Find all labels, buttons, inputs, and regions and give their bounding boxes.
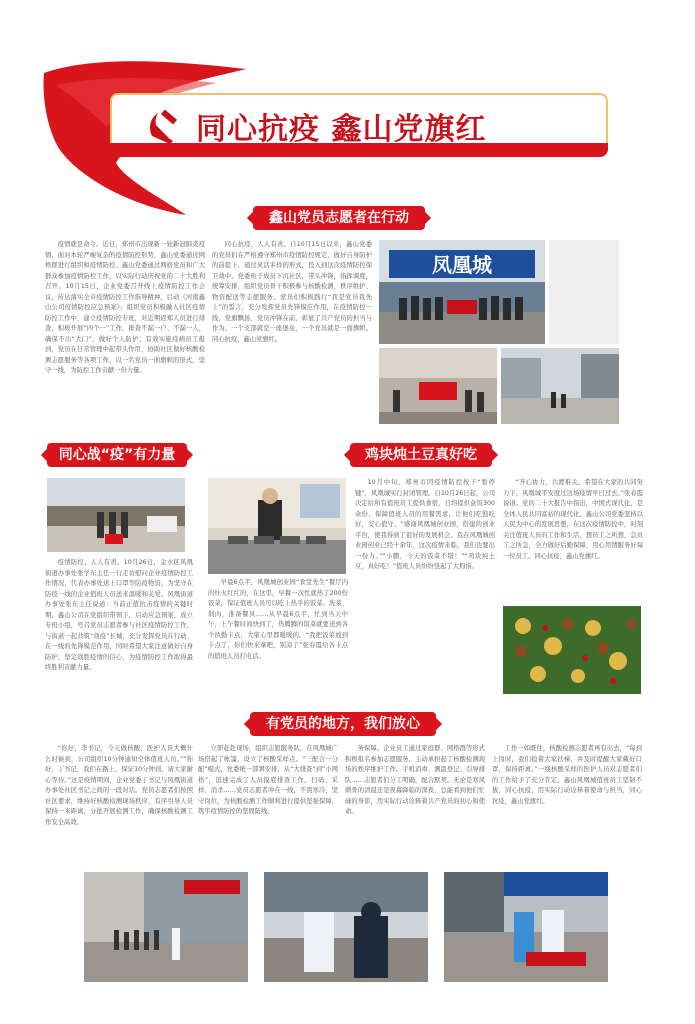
photo-testing-booth [444,872,608,982]
section-heading-volunteers: 鑫山党员志愿者在行动 [253,206,425,230]
reassure-text-3: 务保障。企业员工通过家庭群、网格群等形式积极报名参加志愿服务，主动承担起了核酸检测现场的秩序维护工作。手机消毒、测温登记、引导排队……志愿者们分工明确，配合默契。无论是寒风刺骨的清晨还是夜幕降临的深夜，总能看到他们忙碌的身影，用实际行动诠释着共产党员的初心和使命。 [345,745,485,815]
page-title: 同心抗疫 鑫山党旗红 [196,112,487,147]
banner [36,55,636,215]
photo-swab-testing [264,872,428,982]
reassure-column-4 [492,744,642,860]
chicken-column-3 [503,478,643,602]
chicken-text-3: “齐心协力，共渡难关。希望在大家的共同努力下，风凰城平安度过这场疫情早日过去。”张春霞说道。党的二十大报告中指出，中国式现代化，是全体人民共同富裕的现代化。鑫山公司党委坚持以人民为中心的发展思想，在这次疫情防控中，时刻关注值班人员的工作和生活，想员工之所想，急员工之所急，全力做好后勤保障，用心用情服务好每一位员工。同心抗疫，鑫山党旗红。 [503,479,643,560]
section-heading-strength: 同心战“疫”有力量 [47,443,187,467]
volunteers-column-2 [212,240,372,422]
chicken-column-1 [208,578,348,708]
hammer-sickle-icon [144,106,184,146]
volunteers-text-1: 疫情就是命令。近日，郑州市出现新一轮新冠肺炎疫情，面对本轮严峻复杂的疫情防控形势，鑫山党委通过网格群进行组织和疫情防控。鑫山党委通过网格党员和广大群众参加疫情防控工作，以实际行动庆祝党的二十大胜利召开。10月15日，企业党委召开线上疫情防控工作会议，传达落实全市疫情防控工作指导精神，启动《河南鑫山公司疫情防控应急预案》；组织党员积极融入社区疫情防控工作中，建立疫情防控专班，对近期返郑人员进行排查，积极开展“四个一”工作，排查不漏一户、不漏一人，确保不出“大门”，做好个人防护；有效实施疫病员工报到，党员在日常管理中起带头作用，协助社区做好核酸检测志愿服务等各项工作，以一名党员一面旗帜的形式，坚守一线，为防控工作贡献一份力量。 [45,241,205,374]
photo-chicken-potato-dish [503,606,641,694]
reassure-text-4: 工作一如既往，核酸检测志愿者再有出去，“每到上岗时，我们抢着大家扶梯，并及时提醒大家戴好口罩，保持距离。”一线核酸采样的医护人员对志愿者们的工作给予了充分肯定。鑫山风凰城值班员工坚韧不拔，同心抗疫，用实际行动诠释着使命与担当，同心抗疫，鑫山党旗红。 [492,745,642,805]
section-heading-chicken: 鸡块炖土豆真好吃 [350,443,492,467]
photo-supply-delivery [47,478,185,552]
chicken-text-1: 早晨6点半，风凰城创业园“食堂先生”餐厅内的灶火红红的，在这里，早餐一次性就热了200份饭菜，保证值班人员可以吃上热乎的饭菜。洗菜、剁肉、准备餐具……从早晨6点半，忙到当天中午，上午餐时间快到了，热腾腾的饭菜就要送到各个执勤卡点，大家心里都暖暖的。“我把饭菜放到卡点了，你们快来拿吧，别凉了”张春霞给各卡点的值班人员打电话。 [208,579,348,660]
photo-placeholder-gray [549,240,619,344]
volunteers-column-1 [45,240,205,422]
strength-text: 疫情防控，人人有责。10月26日，金水区风凰街道办事处张学东主任一行走访慰问企业疫情防控工作情况，代表办事处送上口罩等防疫物资，为坚守在防疫一线的企业值班人员送来温暖和关爱。风凰街道办事处张东主任说道：当前正值抗击疫情的关键时期，鑫山公司在党组织带领下，启动应急预案，成立专班小组，号召党员志愿者参与社区疫情防控工作，与街道一起共筑“战疫”长城，充分发挥党员在行动、在一线的先锋模范作用，同时希望大家注意做好自身防护，坚定战胜疫情的信心，为疫情防控工作取得最终胜利贡献力量。 [45,559,193,671]
storefront-sign-text: 凤凰城 [432,253,492,277]
photo-indoor-flag [379,348,497,424]
photo-kitchen-cook [208,478,346,574]
photo-volunteer-group [379,240,545,344]
photo-street-scene [501,348,619,424]
reassure-column-3 [345,744,485,860]
reassure-text-2: 立即赶赴现场，组织志愿服务队，在风凰城广场搭起了帐篷，设立了核酸采样点。“三配合一分配”模式，党委统一部署安排，从“大排查”到“小网格”，迅速完成了人员摸底排查工作。扫码、采样、消杀……党员志愿者冲在一线，不畏寒冷，坚守岗位，为核酸检测工作顺利进行提供坚强保障，筑牢疫情防控的坚固防线。 [198,745,338,815]
section-heading-reassure: 有党员的地方，我们放心 [250,712,436,736]
reassure-column-2 [198,744,338,860]
photo-queue-street [84,872,248,982]
chicken-text-2: 10月中旬，郑州市因疫情防控按下“暂停键”，风凰城实行封闭管理。自10月26日起，公司决定给所有值班员工提供食宿，日均提供盒饭300余份，保障值班人员的用餐需求，让他们吃饱吃好，安心值守。“感谢风凰城创业园，搭建的创业平台，使我得到了很好的发展机会。我在风凰城创业园创业已经十余年，这次疫情来临，我们也要出一份力。”“小鹏，今天的饭菜不错！”“鸡块炖土豆，真好吃！”值班人员纷纷竖起了大拇指。 [355,479,495,570]
strength-column [45,558,193,708]
volunteers-text-2: 同心抗疫，人人有责。自10月15日以来，鑫山党委的党员们在严格遵守郑州市疫情防控规定，做好自身防护的前提下，通过灵活多样的形式，投入到这次疫情防控保卫战中。党委班子成员下沉社区，带头冲锋，指挥调度，统筹安排，组织党员骨干积极参与核酸检测、秩序维护、物资配送等志愿服务。党员们积极践行“我是党员我先上”的誓言，充分发挥党员先锋模范作用，在疫情防控一线，党旗飘扬、党员冲锋在前，彰显了共产党员的担当与作为。一个支部就是一座堡垒，一个党员就是一面旗帜。同心抗疫，鑫山党旗红。 [212,241,372,343]
chicken-column-2 [355,478,495,708]
reassure-text-1: “你好，李书记，今天做核酸，医护人员大概什么时候到，公司组织10分钟通知全体值班人员。”“你好，丁书记，我们在路上，保证10分钟到，请大家耐心等待。”这是疫情期间，企业党委丁书记与风凰街道办事处社区书记之间的一段对话。党员志愿者们按照社区要求，维持好核酸检测现场秩序，有序引导人员保持一米距离，分批开展检测工作，确保核酸检测工作安全高效。 [45,745,193,826]
reassure-column-1 [45,744,193,860]
